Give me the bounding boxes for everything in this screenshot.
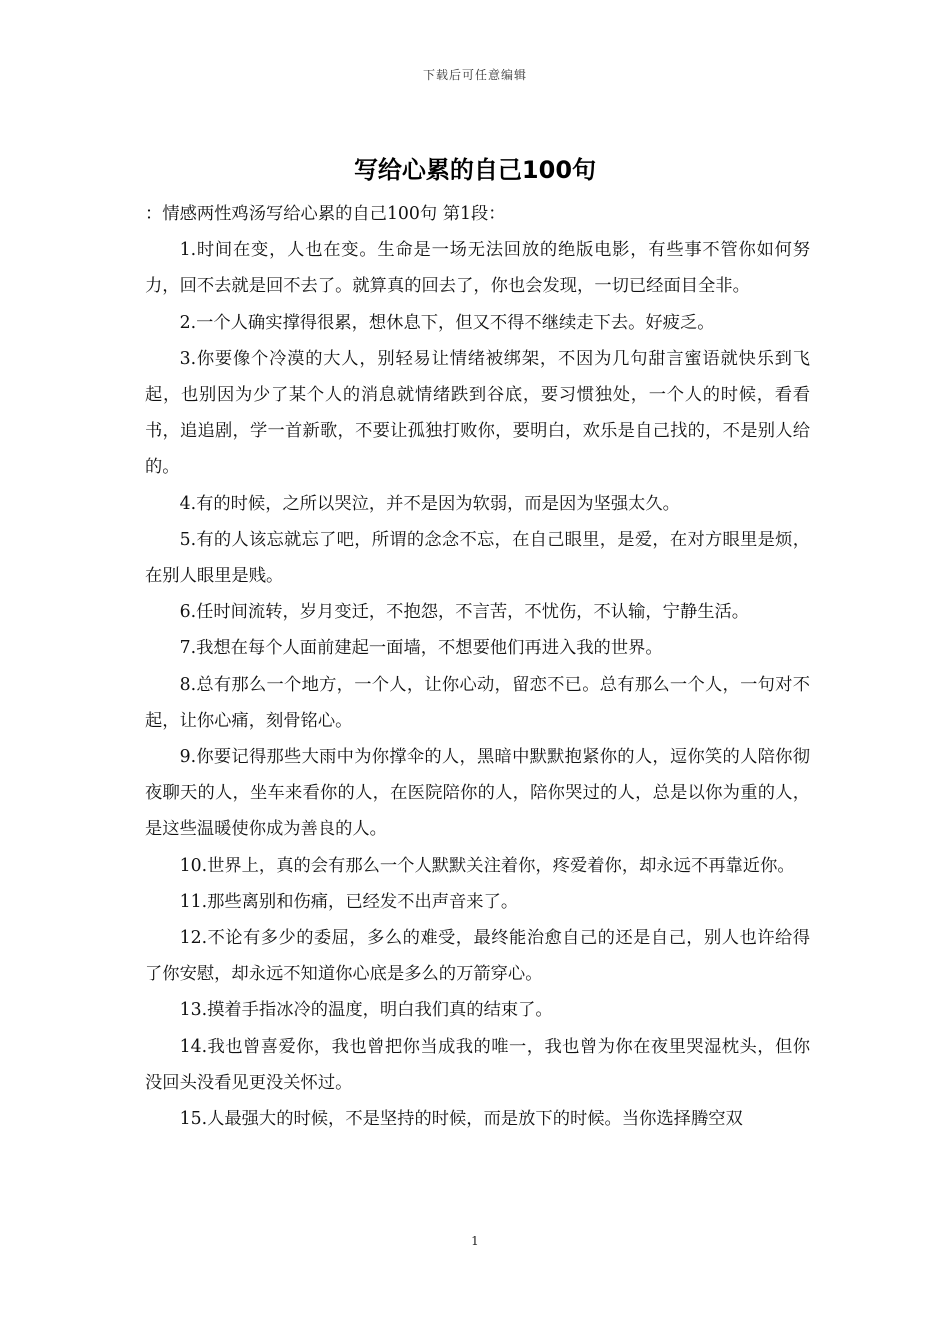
paragraph-10: 10.世界上，真的会有那么一个人默默关注着你，疼爱着你，却永远不再靠近你。 [179, 855, 795, 876]
paragraph-4: 4.有的时候，之所以哭泣，并不是因为软弱，而是因为坚强太久。 [179, 493, 680, 514]
paragraph-14: 14.我也曾喜爱你，我也曾把你当成我的唯一，我也曾为你在夜里哭湿枕头，但你没回头没看见更没关怀过。 [145, 1036, 810, 1093]
page-number: 1 [471, 1234, 479, 1248]
document-body [145, 196, 810, 1137]
paragraph-1: 1.时间在变，人也在变。生命是一场无法回放的绝版电影，有些事不管你如何努力，回不去就是回不去了。就算真的回去了，你也会发现，一切已经面目全非。 [145, 240, 810, 297]
paragraph-9: 9.你要记得那些大雨中为你撑伞的人，黑暗中默默抱紧你的人，逗你笑的人陪你彻夜聊天的人，坐车来看你的人，在医院陪你的人，陪你哭过的人，总是以你为重的人，是这些温暖使你成为善良的人。 [145, 747, 810, 840]
paragraph-2: 2.一个人确实撑得很累，想休息下，但又不得不继续走下去。好疲乏。 [179, 312, 715, 333]
paragraph-7: 7.我想在每个人面前建起一面墙，不想要他们再进入我的世界。 [179, 638, 663, 659]
document-title: 写给心累的自己100句 [353, 156, 597, 184]
paragraph-5: 5.有的人该忘就忘了吧，所谓的念念不忘，在自己眼里，是爱，在对方眼里是烦，在别人眼里是贱。 [145, 529, 810, 587]
paragraph-3: 3.你要像个冷漠的大人，别轻易让情绪被绑架，不因为几句甜言蜜语就快乐到飞起，也别因为少了某个人的消息就情绪跌到谷底，要习惯独处，一个人的时候，看看书，追追剧，学一首新歌，不要让孤独打败你，要明白，欢乐是自己找的，不是别人给的。 [145, 348, 810, 478]
paragraph-13: 13.摸着手指冰冷的温度，明白我们真的结束了。 [179, 1000, 553, 1021]
paragraph-11: 11.那些离别和伤痛，已经发不出声音来了。 [179, 891, 519, 912]
paragraph-6: 6.任时间流转，岁月变迁，不抱怨，不言苦，不忧伤，不认输，宁静生活。 [179, 602, 750, 623]
paragraph-8: 8.总有那么一个地方，一个人，让你心动，留恋不已。总有那么一个人，一句对不起，让你心痛，刻骨铭心。 [145, 674, 810, 731]
paragraph-15: 15.人最强大的时候，不是坚持的时候，而是放下的时候。当你选择腾空双 [179, 1109, 743, 1130]
paragraph-12: 12.不论有多少的委屈，多么的难受，最终能治愈自己的还是自己，别人也许给得了你安慰，却永远不知道你心底是多么的万箭穿心。 [145, 928, 810, 985]
intro-line: ：情感两性鸡汤写给心累的自己100句 第1段： [145, 204, 506, 224]
page-header: 下载后可任意编辑 [422, 68, 527, 82]
